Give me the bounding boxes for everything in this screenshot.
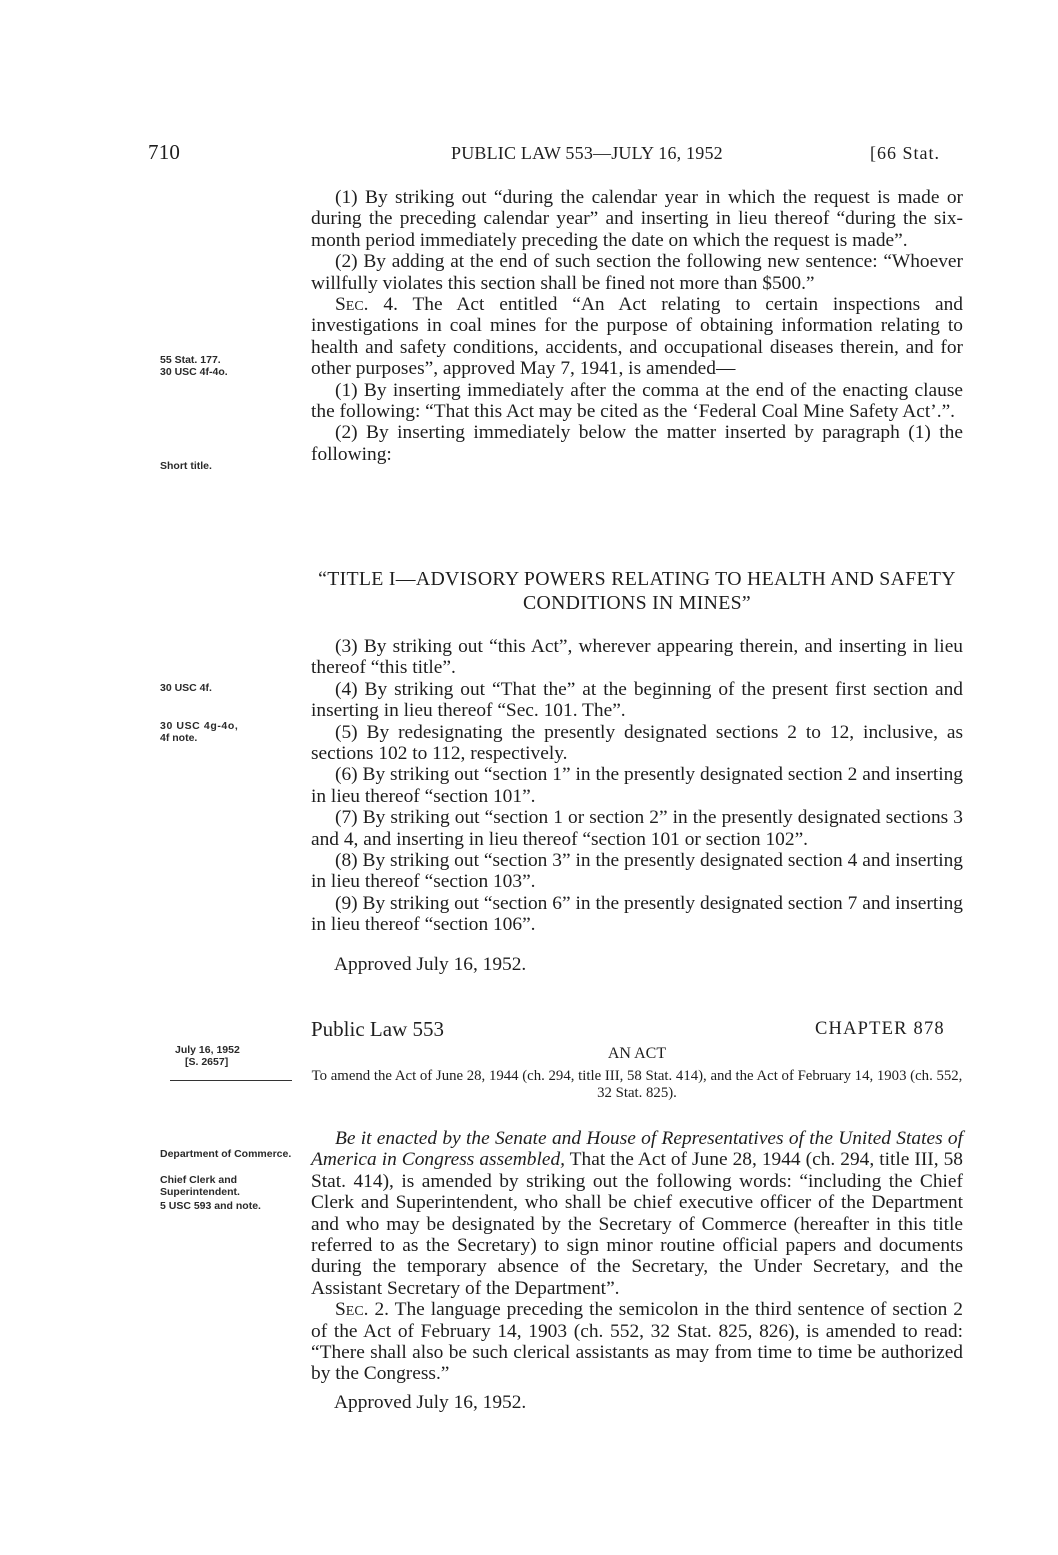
section-4 — [311, 294, 963, 380]
section-4-text: The Act entitled “An Act relating to certain inspections and investigations in coal mines for the purpose of obtaining information relating to health and safety conditions, accidents, and occupational diseases therein, and for other purposes”, approved May 7, 1941, is amended— — [311, 294, 963, 380]
item-5: (5) By redesignating the presently designated sections 2 to 12, inclusive, as sections 102 to 112, respectively. — [311, 721, 963, 765]
sidenote-30-usc-4f: 30 USC 4f. — [160, 682, 212, 694]
item-7: (7) By striking out “section 1 or section 2” in the presently designated sections 3 and 4, and inserting in lieu thereof “section 101 or section 102”. — [311, 807, 963, 850]
law-552-block-b — [311, 636, 963, 936]
law-553-body — [311, 1128, 963, 1385]
sidenote-dept-commerce: Department of Commerce. — [160, 1148, 292, 1160]
sidenote-30-usc-4g-4o: 30 USC 4g-4o, — [160, 720, 239, 732]
section-2 — [311, 1299, 963, 1385]
item-2: (2) By inserting immediately below the matter inserted by paragraph (1) the following: — [311, 422, 963, 465]
page-number: 710 — [148, 140, 181, 164]
item-8: (8) By striking out “section 3” in the presently designated section 4 and inserting in lieu thereof “section 103”. — [311, 850, 963, 893]
margin-rule — [170, 1080, 292, 1081]
paragraph-1: (1) By striking out “during the calendar year in which the request is made or during the preceding calendar year” and inserting in lieu thereof “during the six-month period immediately preceding the date on which the request is made”. — [311, 187, 963, 251]
sidenote-5-usc-593: 5 USC 593 and note. — [160, 1200, 261, 1212]
section-1 — [311, 1128, 963, 1299]
approved-date-2: Approved July 16, 1952. — [334, 1392, 527, 1413]
sidenote-4f-note: 4f note. — [160, 732, 198, 744]
public-law-number: Public Law 553 — [311, 1017, 444, 1041]
approved-date: Approved July 16, 1952. — [334, 954, 527, 975]
sidenote-30-usc-4f-4o: 30 USC 4f-4o. — [160, 366, 228, 378]
an-act-heading: AN ACT — [607, 1045, 667, 1062]
item-3: (3) By striking out “this Act”, wherever appearing therein, and inserting in lieu thereof “this title”. — [311, 636, 963, 679]
law-552-block-a — [311, 187, 963, 465]
item-6: (6) By striking out “section 1” in the presently designated section 2 and inserting in lieu thereof “section 101”. — [311, 764, 963, 807]
sidenote-short-title: Short title. — [160, 460, 212, 472]
enacting-clause: Be it enacted by the Senate and House of Representatives of the United States of America in Congress assembled, — [311, 1128, 963, 1171]
sidenote-chief-clerk: Chief Clerk and Superintendent. — [160, 1174, 240, 1198]
section-label: Sec. 4. — [335, 294, 398, 316]
title-heading: “TITLE I—ADVISORY POWERS RELATING TO HEALTH AND SAFETY CONDITIONS IN MINES” — [318, 568, 956, 614]
sidenote-bill-number: [S. 2657] — [185, 1056, 229, 1068]
section-label: Sec. 2. — [335, 1299, 390, 1321]
stat-reference: [66 Stat. — [870, 143, 940, 163]
paragraph-2: (2) By adding at the end of such section the following new sentence: “Whoever willfully violates this section shall be fined not more than $500.” — [311, 251, 963, 294]
chapter-number: CHAPTER 878 — [815, 1019, 945, 1039]
section-1-text: That the Act of June 28, 1944 (ch. 294, title III, 58 Stat. 414), is amended by striking out the following words: “including the Chief Clerk and Superintendent, who shall be chief executive officer of the Department and who may be designated by the Secretary of Commerce (hereafter in this title referred to as the Secretary) to sign minor routine official papers and documents during the temporary absence of the Secretary, the Under Secretary, and the Assistant Secretary of the Department”. — [311, 1149, 964, 1299]
item-9: (9) By striking out “section 6” in the presently designated section 7 and inserting in lieu thereof “section 106”. — [311, 892, 963, 936]
act-purpose: To amend the Act of June 28, 1944 (ch. 294, title III, 58 Stat. 414), and the Act of February 14, 1903 (ch. 552, 32 Stat. 825). — [311, 1068, 963, 1101]
sidenote-55-stat-177: 55 Stat. 177. — [160, 354, 221, 366]
sidenote-date: July 16, 1952 — [175, 1044, 240, 1056]
item-4: (4) By striking out “That the” at the beginning of the present first section and inserting in lieu thereof “Sec. 101. The”. — [311, 678, 963, 722]
section-2-text: The language preceding the semicolon in the third sentence of section 2 of the Act of February 14, 1903 (ch. 552, 32 Stat. 825, 826), is amended to read: “There shall also be such clerical assistants as may from time to time be authorized by the Congress.” — [311, 1299, 964, 1385]
item-1: (1) By inserting immediately after the comma at the end of the enacting clause the following: “That this Act may be cited as the ‘Federal Coal Mine Safety Act’.”. — [311, 379, 963, 423]
running-title: PUBLIC LAW 553—JULY 16, 1952 — [451, 143, 723, 163]
